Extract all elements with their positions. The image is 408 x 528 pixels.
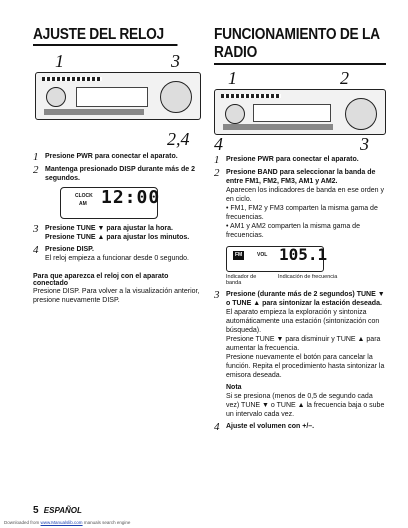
step-subtext: El reloj empieza a funcionar desde 0 segundo. [45, 255, 189, 262]
clock-note-body: Presione DISP. Para volver a la visualización anterior, presione nuevamente DISP. [33, 288, 200, 304]
callout-2: 2 [340, 68, 349, 88]
display-captions [226, 274, 386, 286]
caption-band: Indicador de banda [226, 274, 257, 286]
download-notice [4, 520, 130, 525]
callout-4: 4 [214, 134, 223, 154]
clock-radio-figure [33, 50, 201, 148]
callout-3: 3 [171, 51, 180, 71]
lcd-am-label: AM [79, 201, 87, 207]
step-text-2: Presione TUNE ▲ para ajustar los minutos. [45, 234, 190, 241]
download-link[interactable]: www.Manualslib.com [40, 520, 83, 525]
frequency-display-illustration [226, 245, 328, 272]
step-item [214, 290, 386, 380]
radio-section-title-line1: FUNCIONAMIENTO DE LA [214, 26, 380, 43]
radio-steps [214, 155, 386, 432]
step-item [33, 245, 201, 263]
vol-indicator: VOL [257, 252, 268, 258]
title-rule [214, 63, 386, 65]
step-number: 4 [33, 244, 39, 256]
radio-figure [214, 68, 386, 154]
step-item [214, 422, 386, 432]
step-text: Ajuste el volumen con +/–. [226, 423, 315, 430]
clock-lcd-illustration [60, 187, 161, 219]
callout-1: 1 [55, 51, 64, 71]
page-language: ESPAÑOL [43, 506, 82, 515]
callout-3: 3 [360, 134, 369, 154]
step-subtext-2: Presione TUNE ▼ para disminuir y TUNE ▲ para aumentar la frecuencia. [226, 336, 381, 352]
step-text: Presione DISP. [45, 246, 94, 253]
step-item: 2 Presione BAND para seleccionar la banda de entre FM1, FM2, FM3, AM1 y AM2. Aparecen los indicadores de banda en ese orden y en ciclo. • FM1, FM2 y FM3 comparten la misma gama de frecuencias. • AM1 y AM2 comparten la misma gama de frecuencias. [214, 167, 384, 239]
page-number: 5 [33, 505, 39, 516]
step-text: Presione PWR para conectar el aparato. [45, 153, 178, 160]
callout-2-4: 2,4 [167, 129, 190, 149]
step-number: 4 [214, 421, 220, 433]
frequency-digits: 105.1 [279, 245, 328, 264]
radio-section [214, 26, 386, 435]
step-number: 1 [214, 154, 220, 166]
lcd-clock-label: CLOCK [75, 193, 93, 199]
step-text: Presione BAND para seleccionar la banda de entre FM1, FM2, FM3, AM1 y AM2. [226, 169, 376, 185]
download-suffix: manuals search engine [83, 520, 131, 525]
step-number: 3 [214, 289, 220, 301]
caption-frequency: Indicación de frecuencia [278, 274, 338, 280]
bullet-item: FM1, FM2 y FM3 comparten la misma gama de frecuencias. [226, 205, 378, 221]
radio-note-title: Nota [226, 384, 242, 391]
clock-section [33, 26, 201, 305]
step-subtext-3: Presione nuevamente el botón para cancelar la función. Repita el procedimiento hasta sintonizar la emisora deseada. [226, 354, 385, 379]
step-number: 2 [214, 167, 220, 179]
step-item [214, 155, 386, 165]
page-footer [33, 505, 82, 516]
clock-section-title: AJUSTE DEL RELOJ [33, 26, 177, 46]
step-item [33, 165, 201, 183]
bullet-item: AM1 y AM2 comparten la misma gama de frecuencias. [226, 223, 360, 239]
step-text: Presione PWR para conectar el aparato. [226, 156, 359, 163]
band-indicator: FM [235, 252, 243, 258]
step-text: Mantenga presionado DISP durante más de 2 segundos. [45, 166, 196, 182]
step-text: Presione TUNE ▼ para ajustar la hora. [45, 225, 173, 232]
download-prefix: Downloaded from [4, 520, 40, 525]
step-item [33, 152, 201, 162]
step-number: 2 [33, 164, 39, 176]
clock-steps [33, 152, 201, 263]
lcd-clock-digits: 12:00 [101, 187, 161, 208]
step-subtext: Aparecen los indicadores de banda en ese orden y en ciclo. [226, 187, 384, 203]
radio-note-body: Si se presiona (menos de 0,5 de segundo cada vez) TUNE ▼ o TUNE ▲ la frecuencia baja o sube un intervalo cada vez. [226, 393, 385, 418]
radio-unit-illustration [35, 72, 201, 120]
callout-1: 1 [228, 68, 237, 88]
step-subtext: El aparato empieza la exploración y sintoniza automáticamente una estación (sintonización con búsqueda). [226, 309, 380, 334]
step-text: Presione (durante más de 2 segundos) TUNE ▼ o TUNE ▲ para sintonizar la estación deseada. [226, 291, 385, 307]
radio-unit-illustration [214, 89, 386, 135]
step-number: 1 [33, 151, 39, 163]
step-number: 3 [33, 223, 39, 235]
radio-section-title-line2: RADIO [214, 44, 258, 61]
clock-note-title: Para que aparezca el reloj con el aparato conectado [33, 273, 169, 287]
step-item [33, 224, 201, 242]
